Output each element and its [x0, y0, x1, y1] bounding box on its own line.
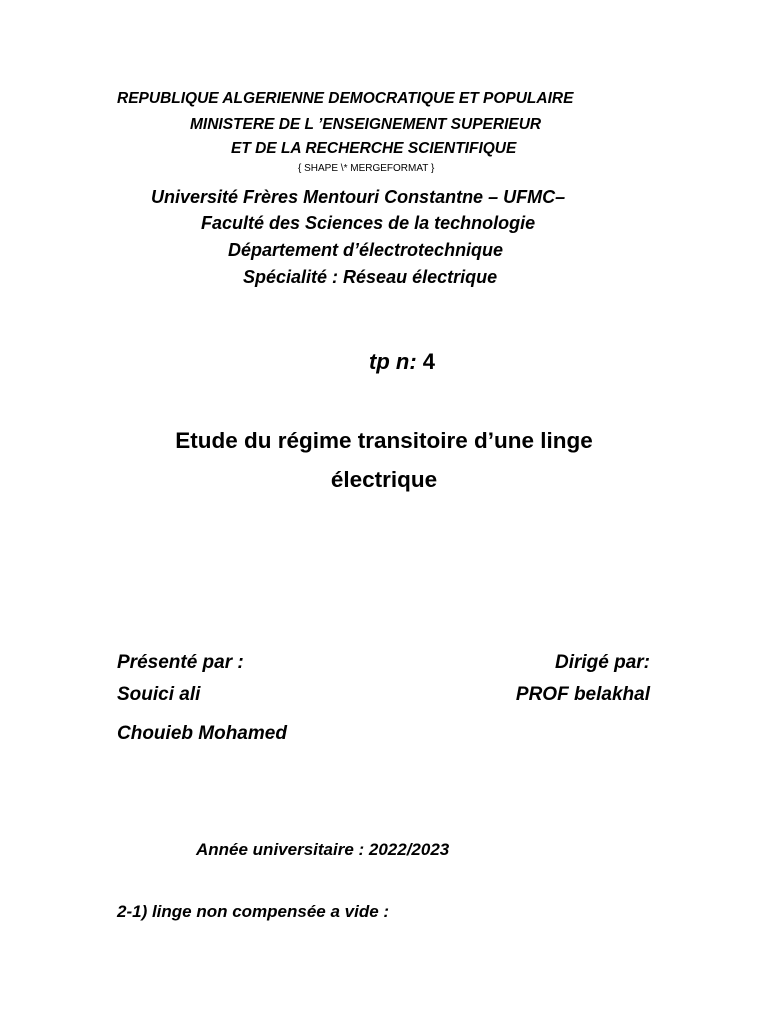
header-research: ET DE LA RECHERCHE SCIENTIFIQUE — [231, 140, 517, 157]
document-title-line1: Etude du régime transitoire d’une linge — [175, 428, 593, 453]
professor-name: PROF belakhal — [515, 684, 650, 705]
department-name: Département d’électrotechnique — [228, 240, 504, 260]
section-heading: 2-1) linge non compensée a vide : — [117, 902, 390, 921]
tp-number: 4 — [422, 349, 436, 374]
academic-year: Année universitaire : 2022/2023 — [196, 840, 450, 859]
specialty-name: Spécialité : Réseau électrique — [243, 267, 498, 287]
tp-number-line — [369, 349, 435, 375]
presented-label: Présenté par : — [117, 652, 244, 673]
field-code: { SHAPE \* MERGEFORMAT } — [298, 163, 435, 174]
faculty-name: Faculté des Sciences de la technologie — [201, 213, 536, 233]
university-name: Université Frères Mentouri Constantne – UFMC– — [151, 187, 566, 207]
tp-label: tp n: — [369, 349, 417, 374]
document-title-line2: électrique — [330, 467, 438, 492]
directed-label: Dirigé par: — [554, 652, 650, 673]
student-1: Souici ali — [117, 684, 201, 705]
student-2: Chouieb Mohamed — [117, 723, 287, 744]
header-ministry: MINISTERE DE L ’ENSEIGNEMENT SUPERIEUR — [190, 116, 542, 133]
header-republic: REPUBLIQUE ALGERIENNE DEMOCRATIQUE ET POPULAIRE — [117, 90, 574, 107]
